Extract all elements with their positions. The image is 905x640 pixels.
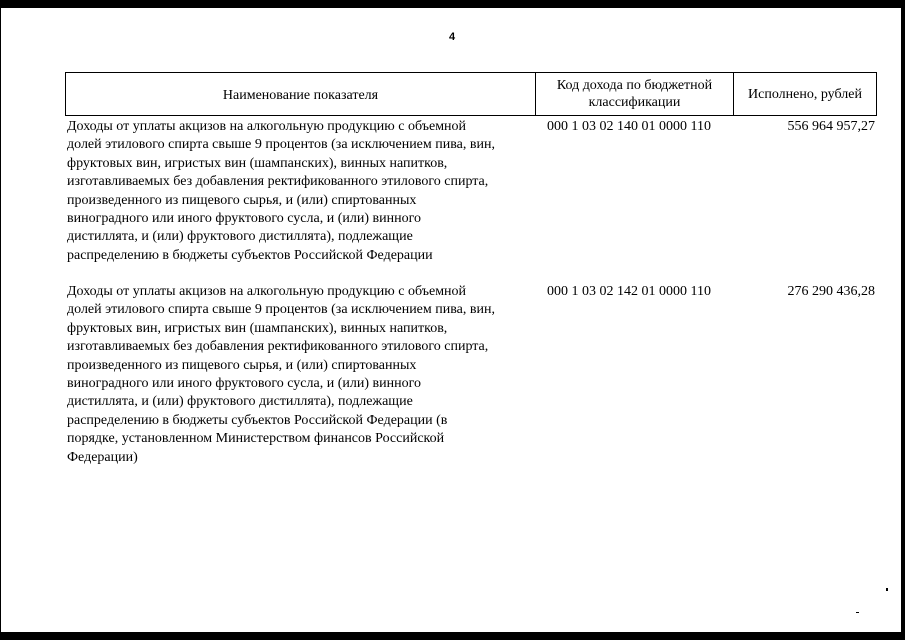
row-name bbox=[65, 283, 535, 467]
row-name-line: порядке, установленном Министерством финансов Российской bbox=[67, 431, 445, 447]
row-name-line: произведенного из пищевого сырья, и (или) спиртованных bbox=[67, 192, 417, 208]
row-name-line: изготавливаемых без добавления ректификованного этилового спирта, bbox=[67, 174, 489, 190]
row-name-line: фруктовых вин, игристых вин (шампанских), винных напитков, bbox=[67, 320, 448, 336]
row-name-line: Доходы от уплаты акцизов на алкогольную продукцию с объемной bbox=[67, 284, 467, 299]
row-name bbox=[65, 118, 535, 265]
row-name-line: Доходы от уплаты акцизов на алкогольную продукцию с объемной bbox=[67, 119, 467, 134]
header-code-line1: Код дохода по бюджетной bbox=[556, 78, 713, 93]
row-name-line: долей этилового спирта свыше 9 процентов (за исключением пива, вин, bbox=[67, 137, 495, 153]
header-code-line2: классификации bbox=[588, 95, 681, 110]
row-name-line: дистиллята, и (или) фруктового дистиллята), подлежащие bbox=[67, 229, 413, 245]
row-amount: 276 290 436,28 bbox=[787, 284, 875, 299]
row-name-line: распределению в бюджеты субъектов Российской Федерации bbox=[67, 247, 433, 263]
row-name-line: Федерации) bbox=[67, 449, 138, 465]
scan-border-left bbox=[0, 0, 1, 640]
row-name-line: виноградного или иного фруктового сусла, и (или) винного bbox=[67, 376, 421, 392]
header-code bbox=[536, 73, 734, 115]
row-amount: 556 964 957,27 bbox=[787, 119, 875, 134]
scan-speck bbox=[856, 612, 859, 613]
row-name-line: дистиллята, и (или) фруктового дистиллята), подлежащие bbox=[67, 394, 413, 410]
scan-border-top bbox=[0, 0, 905, 8]
row-name-line: произведенного из пищевого сырья, и (или) спиртованных bbox=[67, 357, 417, 373]
row-name-line: фруктовых вин, игристых вин (шампанских), винных напитков, bbox=[67, 155, 448, 171]
row-code: 000 1 03 02 142 01 0000 110 bbox=[547, 284, 711, 299]
table-header bbox=[65, 72, 877, 116]
table-row bbox=[65, 283, 877, 467]
header-name: Наименование показателя bbox=[66, 73, 536, 115]
row-name-line: долей этилового спирта свыше 9 процентов (за исключением пива, вин, bbox=[67, 302, 495, 318]
scan-border-right bbox=[901, 0, 905, 640]
row-name-line: виноградного или иного фруктового сусла, и (или) винного bbox=[67, 211, 421, 227]
header-amount: Исполнено, рублей bbox=[748, 86, 862, 102]
scan-border-bottom bbox=[0, 632, 905, 640]
scan-speck bbox=[886, 588, 888, 591]
row-code: 000 1 03 02 140 01 0000 110 bbox=[547, 119, 711, 134]
row-name-line: распределению в бюджеты субъектов Российской Федерации (в bbox=[67, 412, 448, 428]
page-number: 4 bbox=[448, 31, 456, 43]
row-name-line: изготавливаемых без добавления ректификованного этилового спирта, bbox=[67, 339, 489, 355]
table-row bbox=[65, 118, 877, 265]
